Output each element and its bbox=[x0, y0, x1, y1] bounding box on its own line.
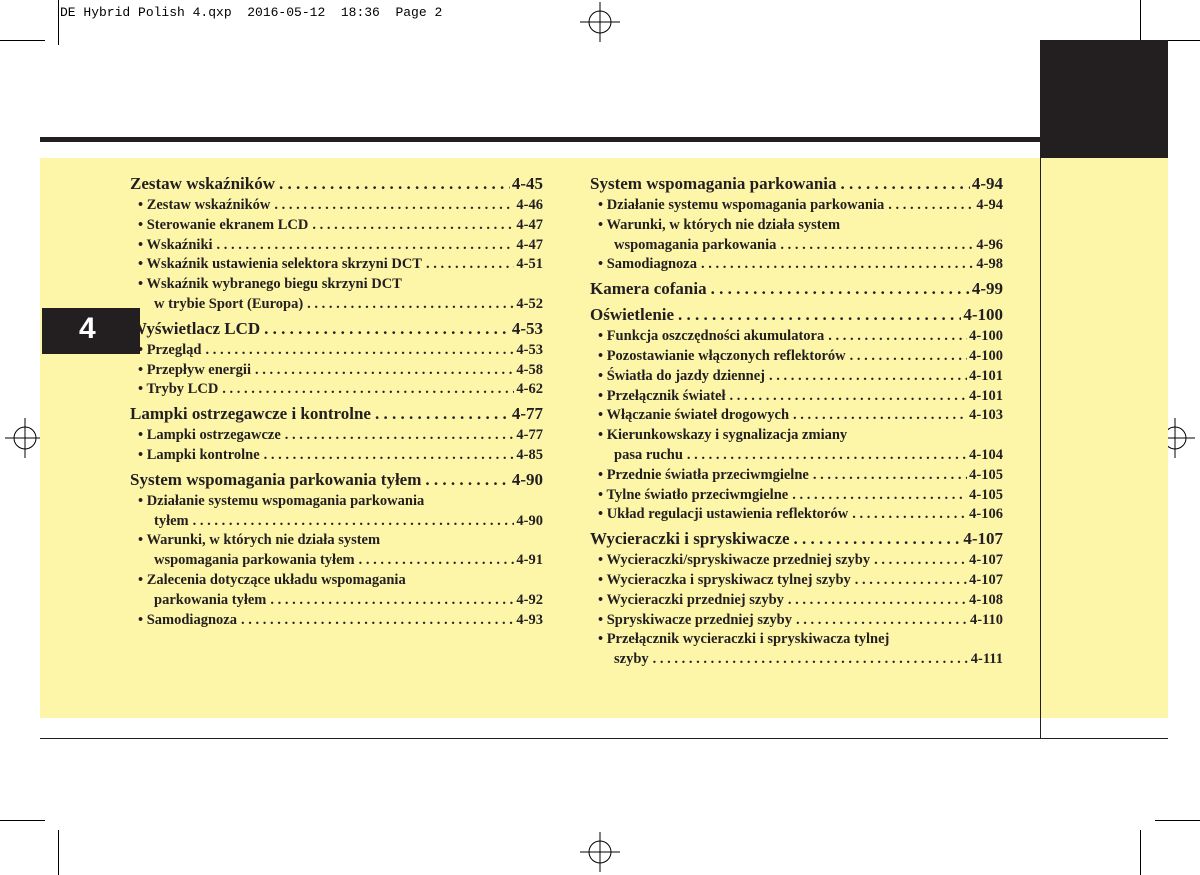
crop-mark bbox=[1140, 830, 1141, 875]
toc-item[interactable]: • Samodiagnoza . . . 4-98 bbox=[590, 255, 1003, 275]
toc-item[interactable]: • Działanie systemu wspomagania parkowania . . . 4-94 bbox=[590, 196, 1003, 216]
toc-item[interactable]: tyłem . . . 4-90 bbox=[130, 512, 543, 532]
toc-item[interactable]: w trybie Sport (Europa) . . . 4-52 bbox=[130, 295, 543, 315]
toc-section[interactable]: System wspomagania parkowania . . . 4-94 bbox=[590, 170, 1003, 196]
toc-item-label: • Warunki, w których nie działa system bbox=[590, 216, 1003, 236]
toc-item[interactable]: • Sterowanie ekranem LCD . . . 4-47 bbox=[130, 216, 543, 236]
toc-item-label: • Warunki, w których nie działa system bbox=[130, 531, 543, 551]
toc-section[interactable]: Zestaw wskaźników . . . 4-45 bbox=[130, 170, 543, 196]
toc-section[interactable]: Wyświetlacz LCD . . . 4-53 bbox=[130, 315, 543, 341]
toc-item[interactable]: • Przegląd . . . 4-53 bbox=[130, 341, 543, 361]
toc-item[interactable]: • Samodiagnoza . . . 4-93 bbox=[130, 611, 543, 631]
toc-item[interactable]: • Wycieraczka i spryskiwacz tylnej szyby . . . 4-107 bbox=[590, 571, 1003, 591]
chapter-number: 4 bbox=[79, 312, 96, 345]
toc-item[interactable]: parkowania tyłem . . . 4-92 bbox=[130, 591, 543, 611]
toc-item-label: • Przełącznik wycieraczki i spryskiwacza tylnej bbox=[590, 630, 1003, 650]
toc-section[interactable]: System wspomagania parkowania tyłem . . . 4-90 bbox=[130, 466, 543, 492]
toc-section[interactable]: Wycieraczki i spryskiwacze . . . 4-107 bbox=[590, 525, 1003, 551]
toc-item[interactable]: • Przednie światła przeciwmgielne . . . 4-105 bbox=[590, 466, 1003, 486]
bottom-rule bbox=[40, 738, 1168, 739]
toc-section[interactable]: Lampki ostrzegawcze i kontrolne . . . 4-77 bbox=[130, 400, 543, 426]
toc-item[interactable]: • Włączanie świateł drogowych . . . 4-103 bbox=[590, 406, 1003, 426]
toc-item[interactable]: • Wskaźnik ustawienia selektora skrzyni DCT . . . 4-51 bbox=[130, 255, 543, 275]
toc-item-label: • Wskaźnik wybranego biegu skrzyni DCT bbox=[130, 275, 543, 295]
toc-item[interactable]: • Przepływ energii . . . 4-58 bbox=[130, 361, 543, 381]
print-header: DE Hybrid Polish 4.qxp 2016-05-12 18:36 Page 2 bbox=[60, 5, 443, 20]
top-rule bbox=[40, 137, 1168, 142]
toc-item[interactable]: • Pozostawianie włączonych reflektorów . . . 4-100 bbox=[590, 347, 1003, 367]
toc-item[interactable]: • Światła do jazdy dziennej . . . 4-101 bbox=[590, 367, 1003, 387]
toc-item[interactable]: • Zestaw wskaźników . . . 4-46 bbox=[130, 196, 543, 216]
toc-item[interactable]: • Funkcja oszczędności akumulatora . . . 4-100 bbox=[590, 327, 1003, 347]
registration-mark-icon bbox=[580, 2, 620, 42]
toc-item-label: • Kierunkowskazy i sygnalizacja zmiany bbox=[590, 426, 1003, 446]
chapter-corner-tab bbox=[1040, 40, 1168, 160]
registration-mark-icon bbox=[5, 418, 45, 458]
registration-mark-icon bbox=[580, 832, 620, 872]
toc-item[interactable]: • Wskaźniki . . . 4-47 bbox=[130, 236, 543, 256]
toc-item[interactable]: • Lampki kontrolne . . . 4-85 bbox=[130, 446, 543, 466]
toc-item[interactable]: wspomagania parkowania . . . 4-96 bbox=[590, 236, 1003, 256]
toc-section[interactable]: Kamera cofania . . . 4-99 bbox=[590, 275, 1003, 301]
toc-item[interactable]: • Układ regulacji ustawienia reflektorów . . . 4-106 bbox=[590, 505, 1003, 525]
toc-item[interactable]: • Spryskiwacze przedniej szyby . . . 4-110 bbox=[590, 611, 1003, 631]
toc-item[interactable]: • Przełącznik świateł . . . 4-101 bbox=[590, 387, 1003, 407]
toc-item[interactable]: pasa ruchu . . . 4-104 bbox=[590, 446, 1003, 466]
crop-mark bbox=[1140, 0, 1141, 45]
toc-item[interactable]: • Wycieraczki przedniej szyby . . . 4-108 bbox=[590, 591, 1003, 611]
toc-item-label: • Zalecenia dotyczące układu wspomagania bbox=[130, 571, 543, 591]
crop-mark bbox=[1155, 820, 1200, 821]
crop-mark bbox=[58, 830, 59, 875]
toc-column-right bbox=[590, 170, 1003, 670]
toc-item[interactable]: • Tryby LCD . . . 4-62 bbox=[130, 380, 543, 400]
toc-column-left bbox=[130, 170, 543, 630]
toc-item[interactable]: • Tylne światło przeciwmgielne . . . 4-105 bbox=[590, 486, 1003, 506]
crop-mark bbox=[58, 0, 59, 45]
crop-mark bbox=[0, 40, 45, 41]
toc-item[interactable]: • Wycieraczki/spryskiwacze przedniej szyby . . . 4-107 bbox=[590, 551, 1003, 571]
toc-section[interactable]: Oświetlenie . . . 4-100 bbox=[590, 301, 1003, 327]
toc-item[interactable]: • Lampki ostrzegawcze . . . 4-77 bbox=[130, 426, 543, 446]
toc-item[interactable]: szyby . . . 4-111 bbox=[590, 650, 1003, 670]
toc-item[interactable]: wspomagania parkowania tyłem . . . 4-91 bbox=[130, 551, 543, 571]
margin-divider bbox=[1040, 158, 1041, 738]
crop-mark bbox=[0, 820, 45, 821]
toc-item-label: • Działanie systemu wspomagania parkowania bbox=[130, 492, 543, 512]
